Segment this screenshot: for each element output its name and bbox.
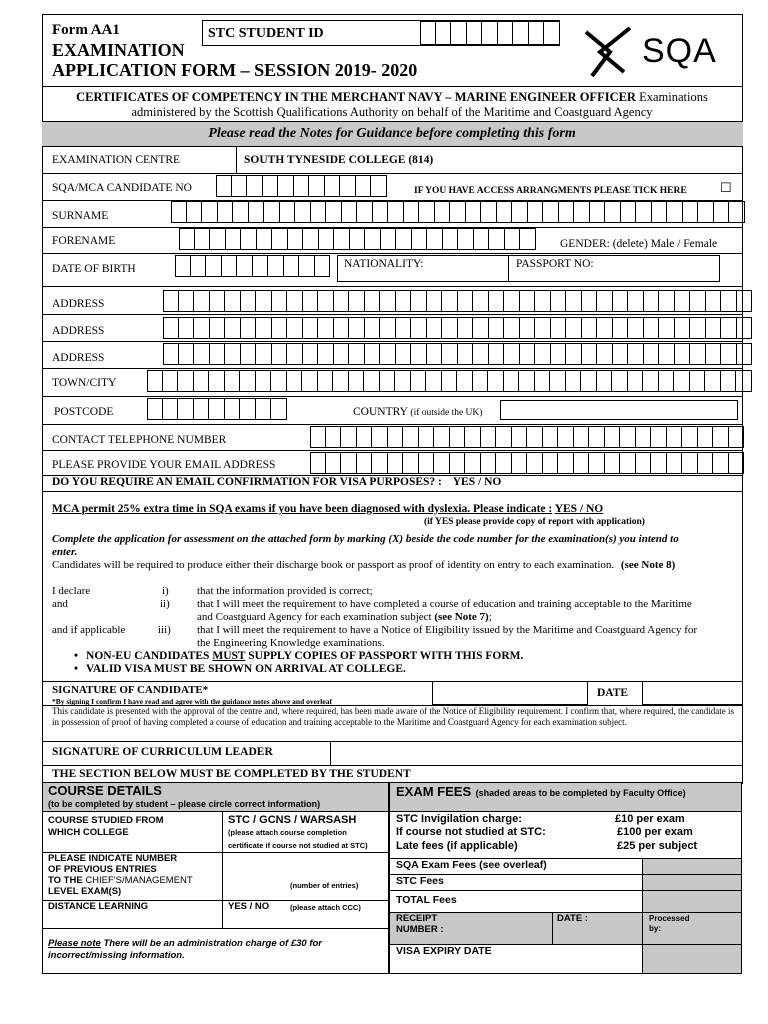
attach-note-1: (please attach course completion [228,828,347,837]
course-studied-label-2: WHICH COLLEGE [48,827,129,838]
student-id-cells[interactable] [420,21,560,45]
number-of-entries[interactable]: (number of entries) [290,881,359,890]
form-title-line2: APPLICATION FORM – SESSION 2019- 2020 [52,60,418,80]
decl-i: that the information provided is correct; [197,585,373,597]
address-cells-3[interactable] [163,343,752,365]
exam-fees-subtitle: (shaded areas to be completed by Faculty Office) [475,788,686,798]
decl-num-ii: ii) [160,598,170,610]
signature-input[interactable] [432,681,588,705]
and-if-applicable: and if applicable [52,624,126,636]
sqa-logo-text: SQA [642,32,717,70]
dob-cells[interactable] [175,255,330,277]
row-rule [42,681,743,682]
row-rule [42,286,743,287]
row-rule [42,424,743,425]
visa-expiry-label: VISA EXPIRY DATE [396,945,492,957]
prev-entries-2: OF PREVIOUS ENTRIES [48,864,157,875]
phone-cells[interactable] [310,426,744,448]
prev-entries-3a: TO THE [48,875,86,886]
college-options[interactable]: STC / GCNS / WARSASH [228,814,357,826]
late-fees-label: Late fees (if applicable) [396,840,518,852]
email-cells[interactable] [310,452,744,474]
bullet2-text: VALID VISA MUST BE SHOWN ON ARRIVAL AT COLLEGE. [86,663,406,675]
invigilation-label: STC Invigilation charge: [396,813,522,825]
course-details-title: COURSE DETAILS [48,783,162,798]
town-label: TOWN/CITY [52,377,117,389]
complete-line2: enter. [52,546,78,558]
divider [552,912,553,945]
forename-label: FORENAME [52,235,116,247]
dyslexia-answer[interactable]: YES / NO [554,503,604,515]
processed-label-2: by: [649,924,661,933]
attach-ccc: (please attach CCC) [290,903,361,912]
receipt-label-2: NUMBER : [396,924,444,935]
sqa-logo [580,22,730,84]
row-rule [42,314,743,315]
please-note: Please note [48,938,101,949]
row-rule [42,173,743,174]
row-rule [42,341,743,342]
row-rule [42,253,743,254]
visa-question-text: DO YOU REQUIRE AN EMAIL CONFIRMATION FOR VISA PURPOSES? : [52,476,442,488]
country-input[interactable] [500,400,738,420]
admin-note-line2: incorrect/missing information. [48,950,185,961]
admin-charge-1: There will be an administration charge of £30 for [100,938,323,949]
total-fees-label: TOTAL Fees [396,894,457,906]
banner-rule [42,146,743,147]
admin-note-line1 [48,938,322,949]
see-note-7: (see Note 7) [434,611,489,623]
prev-entries-3b: CHIEF'S/MANAGEMENT [85,875,193,886]
stc-fees-label: STC Fees [396,875,444,887]
notes-banner-text: Please read the Notes for Guidance before completing this form [208,126,576,141]
not-stc-value: £100 per exam [617,826,693,838]
bullet-icon: • [74,650,79,662]
bullet1-a: NON-EU CANDIDATES [86,650,213,662]
dyslexia-text: MCA permit 25% extra time in SQA exams if you have been diagnosed with dyslexia. Please indicate : [52,503,553,515]
town-cells[interactable] [147,370,752,392]
student-id-label: STC STUDENT ID [208,26,324,41]
country-label-text: COUNTRY [353,406,408,418]
sqa-fees-label: SQA Exam Fees (see overleaf) [396,859,547,871]
surname-cells[interactable] [171,201,745,223]
section-below-heading: THE SECTION BELOW MUST BE COMPLETED BY THE STUDENT [52,768,411,780]
curriculum-leader-label: SIGNATURE OF CURRICULUM LEADER [52,746,273,758]
bullet-visa [74,663,406,675]
signature-note: *By signing I confirm I have read and agree with the guidance notes above and overleaf [52,697,332,706]
access-arrangements-label: IF YOU HAVE ACCESS ARRANGMENTS PLEASE TICK HERE [414,186,687,196]
top-border [42,14,743,15]
row-rule [42,491,743,492]
dyslexia-line [52,503,603,515]
row-rule [42,450,743,451]
decl-num-i: i) [162,585,169,597]
forename-cells[interactable] [179,228,536,250]
certificates-title: CERTIFICATES OF COMPETENCY IN THE MERCHANT NAVY – MARINE ENGINEER OFFICER [76,90,636,104]
nationality-label: NATIONALITY: [344,258,424,270]
and: and [52,598,68,610]
candidates-line [52,559,675,571]
prev-entries-1: PLEASE INDICATE NUMBER [48,853,178,864]
address-cells-1[interactable] [163,290,752,312]
divider [642,912,643,945]
dob-label: DATE OF BIRTH [52,263,136,275]
exam-fees-heading [396,783,686,801]
sqa-logo-mark-icon [580,22,640,82]
gender-label[interactable]: GENDER: (delete) Male / Female [560,238,718,250]
invigilation-value: £10 per exam [615,813,685,825]
candidate-no-cells[interactable] [216,175,387,197]
access-checkbox[interactable]: ☐ [720,180,732,195]
approval-text: This candidate is presented with the approval of the centre and, where required, has been made aware of the Notice of Eligibility requirement. I confirm that, where required, the candidate is in possession of proof of having completed a course of education and training acceptable to the Maritime and Coastguard Agency for each examination subject. [52,706,734,727]
decl-iii-1: that I will meet the requirement to have a Notice of Eligibility issued by the Maritime and Coastguard Agency for [197,624,698,636]
divider [236,147,237,173]
curriculum-signature-input[interactable] [330,741,743,765]
country-note: (if outside the UK) [410,408,483,418]
decl-iii-2: the Engineering Knowledge examinations. [197,637,385,649]
exam-centre-value: SOUTH TYNESIDE COLLEGE (814) [244,154,434,166]
email-label: PLEASE PROVIDE YOUR EMAIL ADDRESS [52,459,276,471]
not-stc-label: If course not studied at STC: [396,826,546,838]
bullet-passport [74,650,523,662]
form-title-line1: EXAMINATION [52,40,185,60]
row-rule [42,368,743,369]
dyslexia-note: (if YES please provide copy of report with application) [424,517,645,527]
header-rule [42,86,743,87]
decl-ii-2: and Coastguard Agency for each examination subject [197,611,432,623]
address-label-2: ADDRESS [52,325,105,337]
signature-label: SIGNATURE OF CANDIDATE* [52,684,209,696]
date-label: DATE [597,687,629,699]
certificates-line1 [42,90,742,105]
course-studied-label-1: COURSE STUDIED FROM [48,815,164,826]
candidate-no-label: SQA/MCA CANDIDATE NO [52,182,192,194]
candidates-text: Candidates will be required to produce either their discharge book or passport as proof of identity on entry to each examination. [52,559,615,571]
i-declare: I declare [52,585,91,597]
prev-entries-3 [48,875,193,886]
postcode-label: POSTCODE [54,406,114,418]
address-label-1: ADDRESS [52,298,105,310]
processed-label-1: Processed [649,914,690,923]
receipt-date-label: DATE : [557,913,588,924]
bullet1-must: MUST [212,650,246,662]
stc-fees-input[interactable] [642,874,742,891]
country-label [353,406,482,418]
bullet1-b: SUPPLY COPIES OF PASSPORT WITH THIS FORM. [245,650,524,662]
exam-centre-label: EXAMINATION CENTRE [52,154,181,166]
distance-learning-label: DISTANCE LEARNING [48,901,149,912]
attach-note-2: certificate if course not studied at STC) [228,841,368,850]
decl-ii-2-line [197,611,492,623]
course-details-subtitle: (to be completed by student – please circle correct information) [48,799,321,809]
divider [508,255,509,282]
row-rule [42,396,743,397]
date-input[interactable] [642,681,743,705]
visa-expiry-input[interactable] [642,944,742,974]
surname-label: SURNAME [52,210,109,222]
bullet-icon: • [74,663,79,675]
exam-fees-title: EXAM FEES [396,784,472,799]
certificates-suffix: Examinations [635,90,708,104]
visa-answer[interactable]: YES / NO [452,476,502,488]
complete-line1: Complete the application for assessment on the attached form by marking (X) beside the code number for the examination(s) you intend to [52,533,679,545]
decl-num-iii: iii) [158,624,171,636]
late-fees-value: £25 per subject [617,840,698,852]
phone-label: CONTACT TELEPHONE NUMBER [52,434,227,446]
visa-question [52,476,501,488]
form-code: Form AA1 [52,22,120,38]
certificates-line2: administered by the Scottish Qualifications Authority on behalf of the Maritime and Coastguard Agency [131,105,653,119]
receipt-label-1: RECEIPT [396,913,438,924]
address-label-3: ADDRESS [52,352,105,364]
see-note-8: (see Note 8) [620,559,676,571]
distance-learning-yn[interactable]: YES / NO [228,901,270,912]
row-rule [42,765,743,766]
prev-entries-4: LEVEL EXAM(S) [48,886,122,897]
address-cells-2[interactable] [163,317,752,339]
decl-ii-end: ; [488,611,492,623]
decl-ii-1: that I will meet the requirement to have completed a course of education and training acceptable to the Maritime [197,598,692,610]
postcode-cells[interactable] [147,398,287,420]
sqa-fees-input[interactable] [642,858,742,875]
passport-label: PASSPORT NO: [516,258,594,270]
total-fees-input[interactable] [642,890,742,913]
